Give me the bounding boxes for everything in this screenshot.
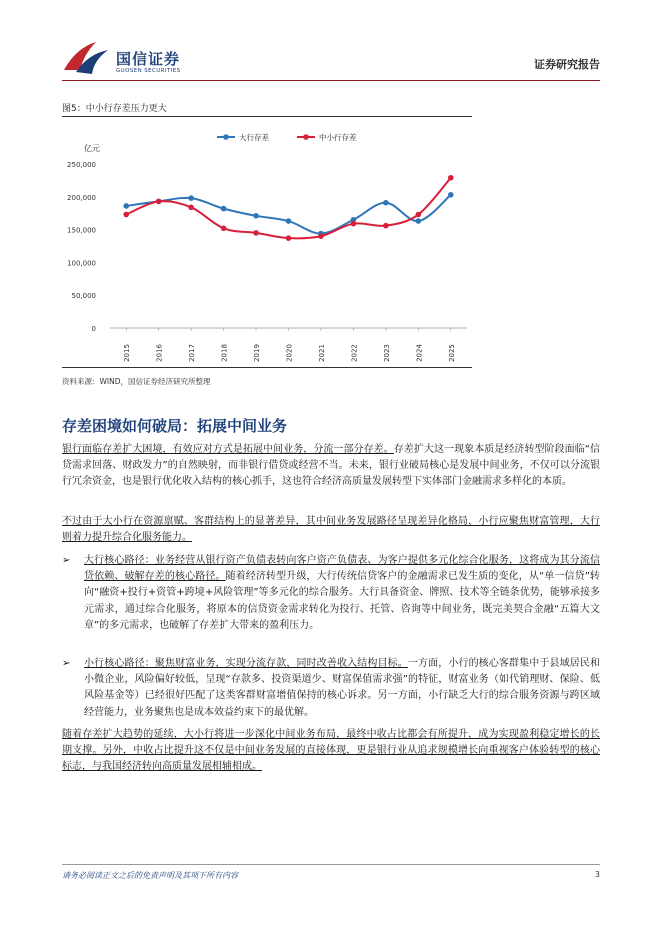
footer-divider [62, 864, 600, 865]
figure-rule-top [62, 116, 472, 117]
bullet-arrow-icon: ➢ [62, 658, 71, 669]
figure-title: 图5：中小行存差压力更大 [62, 104, 167, 114]
x-tick-label: 2022 [350, 344, 359, 362]
guosen-logo-icon [62, 40, 110, 76]
x-tick-label: 2021 [317, 344, 326, 362]
paragraph-2-lead: 不过由于大小行在资源禀赋、客群结构上的显著差异，其中间业务发展路径呈现差异化格局，小行应聚焦财富管理，大行则着力提升综合化服务能力。 [62, 516, 600, 544]
legend-label-2: 中小行存差 [319, 133, 357, 142]
series-1-point [188, 195, 194, 201]
y-tick-label: 0 [91, 325, 96, 333]
y-tick-label: 100,000 [67, 259, 96, 268]
brand-name-en: GUOSEN SECURITIES [116, 68, 181, 74]
x-tick-label: 2016 [155, 344, 164, 362]
series-2-point [318, 233, 324, 239]
legend-marker-1 [223, 134, 229, 140]
legend-marker-2 [303, 134, 309, 140]
series-2-point [383, 223, 389, 229]
series-2-point [416, 212, 422, 218]
series-2-point [253, 230, 259, 236]
series-1-point [416, 218, 422, 224]
header-divider [62, 80, 600, 81]
bullet-large-banks-text [84, 553, 600, 634]
report-type-label: 证券研究报告 [534, 58, 600, 71]
paragraph-1-body: 存差扩大这一现象本质是经济转型阶段面临“信贷需求回落、财政发力”的自然映射，而非银行借贷或经营不当。未来，银行业破局核心是发展中间业务，不仅可以分流银行冗余资金，也是银行优化收入结构的核心抓手，这也符合经济高质量发展转型下实体部门金融需求多样化的本质。 [62, 444, 601, 488]
x-tick-label: 2018 [220, 344, 229, 362]
series-line-1 [126, 195, 451, 234]
series-1-point [253, 213, 259, 219]
y-tick-label: 250,000 [67, 161, 96, 169]
page-header [62, 40, 600, 80]
brand-name-cn: 国信证券 [116, 50, 181, 68]
series-2-point [188, 204, 194, 210]
bullet-1-lead: 大行核心路径：业务经营从银行资产负债表转向客户资产负债表、为客户提供多元化综合化服务，这将成为其分流信贷依赖、破解存差的核心路径。 [84, 555, 600, 583]
series-1-point [448, 192, 454, 198]
x-tick-label: 2015 [123, 344, 132, 362]
x-tick-label: 2017 [188, 344, 197, 362]
x-tick-label: 2023 [382, 344, 391, 362]
paragraph-2 [62, 514, 600, 546]
paragraph-3-lead: 随着存差扩大趋势的延续，大小行将进一步深化中间业务布局，最终中收占比都会有所提升，成为实现盈利稳定增长的长期支撑。另外，中收占比提升这不仅是中间业务发展的直接体现，更是银行业从追求规模增长向重视客户体验转型的核心标志，与我国经济转向高质量发展相辅相成。 [62, 729, 600, 773]
section-title: 存差困境如何破局：拓展中间业务 [62, 417, 288, 435]
figure-rule-bottom [62, 367, 472, 368]
series-2-point [221, 225, 227, 231]
series-2-point [448, 175, 454, 181]
bullet-arrow-icon: ➢ [62, 555, 71, 566]
bullet-1-body: 随着经济转型升级，大行传统信贷客户的金融需求已发生质的变化，从“单一信贷”转向“融资+投行+资管+跨境+风险管理”等多元化的综合服务。大行具备资金、牌照、技术等全链条优势，能够承接多元需求，通过综合化服务，将原本的信贷资金需求转化为投行、托管、咨询等中间业务，既完美契合金融“五篇大文章”的多元需求，也破解了存差扩大带来的盈利压力。 [84, 571, 600, 631]
bullet-small-banks-text [84, 656, 600, 721]
series-line-2 [126, 178, 451, 239]
series-1-point [286, 218, 292, 224]
series-1-point [221, 206, 227, 212]
figure-source: 资料来源：WIND，国信证券经济研究所整理 [62, 377, 211, 386]
series-2-point [351, 221, 357, 227]
series-2-point [156, 199, 162, 205]
x-tick-label: 2019 [253, 344, 262, 362]
x-tick-label: 2025 [447, 344, 456, 362]
x-tick-label: 2024 [415, 344, 424, 362]
y-tick-label: 150,000 [67, 226, 96, 235]
y-axis-unit-label: 亿元 [84, 144, 100, 153]
x-tick-label: 2020 [285, 344, 294, 362]
footer-disclaimer: 请务必阅读正文之后的免责声明及其项下所有内容 [62, 871, 238, 880]
series-2-point [123, 212, 129, 218]
paragraph-1 [62, 442, 600, 491]
deposit-gap-line-chart [62, 120, 472, 365]
paragraph-1-lead: 银行面临存差扩大困境，有效应对方式是拓展中间业务，分流一部分存差。 [62, 444, 394, 455]
series-1-point [123, 203, 129, 209]
y-tick-label: 200,000 [67, 193, 96, 202]
series-1-point [383, 200, 389, 206]
y-tick-label: 50,000 [71, 292, 96, 301]
bullet-2-body: 一方面，小行的核心客群集中于县域居民和小微企业，风险偏好较低，呈现“存款多、投资渠道少、财富保值需求强”的特征，财富业务（如代销理财、保险、低风险基金等）已经很好匹配了这类客群财富增值保持的核心诉求。另一方面，小行缺乏大行的综合服务资源与跨区域经营能力，业务聚焦也是成本效益约束下的最优解。 [84, 658, 601, 718]
page-number: 3 [594, 870, 600, 879]
bullet-2-lead: 小行核心路径：聚焦财富业务，实现分流存款，同时改善收入结构目标。 [84, 658, 408, 669]
series-2-point [286, 235, 292, 241]
legend-label-1: 大行存差 [239, 133, 269, 142]
paragraph-3 [62, 727, 600, 776]
